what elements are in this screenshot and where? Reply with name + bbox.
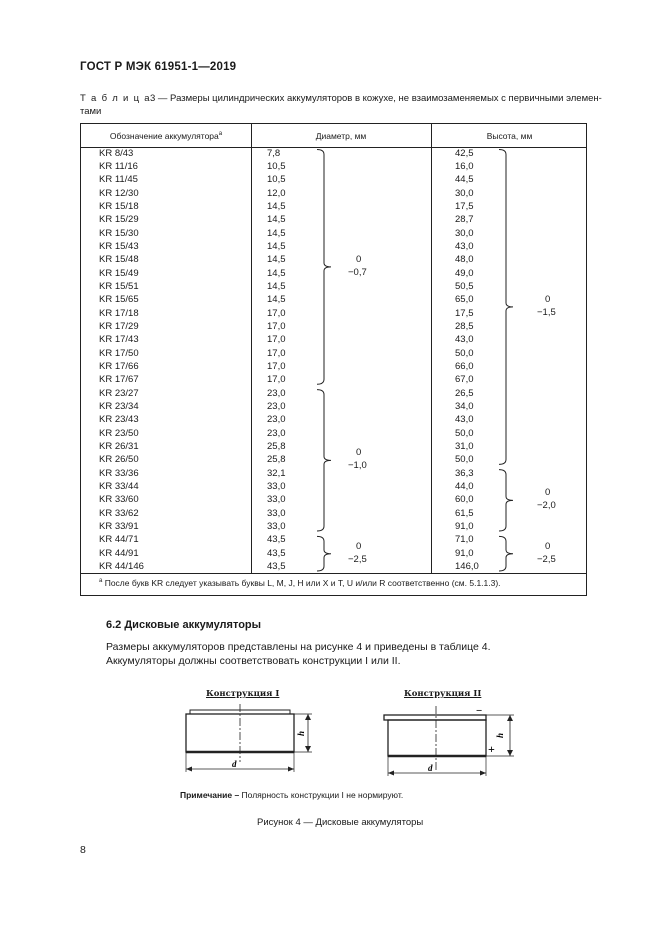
cell-designation: KR 15/51 — [99, 280, 139, 292]
cell-height: 34,0 — [455, 400, 474, 412]
column-header-height: Высота, мм — [486, 131, 533, 141]
cell-diameter: 43,5 — [267, 561, 286, 573]
cell-height: 60,0 — [455, 494, 474, 506]
cell-diameter: 17,0 — [267, 334, 286, 346]
cell-height: 48,0 — [455, 254, 474, 266]
cell-height: 36,3 — [455, 467, 474, 479]
cell-diameter: 33,0 — [267, 507, 286, 519]
cell-diameter: 33,0 — [267, 521, 286, 533]
page-number: 8 — [80, 844, 86, 856]
cell-diameter: 17,0 — [267, 374, 286, 386]
cell-height: 65,0 — [455, 294, 474, 306]
cell-designation: KR 15/29 — [99, 214, 139, 226]
cell-height: 43,0 — [455, 414, 474, 426]
cell-diameter: 23,0 — [267, 387, 286, 399]
cell-designation: KR 26/31 — [99, 440, 139, 452]
height-tolerance-2-upper: 0 — [545, 487, 551, 499]
paragraph-1: Размеры аккумуляторов представлены на рисунке 4 и приведены в таблице 4. — [106, 641, 491, 653]
cell-diameter: 23,0 — [267, 414, 286, 426]
cell-height: 26,5 — [455, 387, 474, 399]
cell-diameter: 14,5 — [267, 254, 286, 266]
cell-designation: KR 23/34 — [99, 400, 139, 412]
cell-diameter: 23,0 — [267, 400, 286, 412]
cell-height: 30,0 — [455, 227, 474, 239]
cell-diameter: 25,8 — [267, 454, 286, 466]
cell-designation: KR 11/16 — [99, 160, 138, 172]
cell-diameter: 43,5 — [267, 534, 286, 546]
cell-designation: KR 15/48 — [99, 254, 139, 266]
cell-designation: KR 17/66 — [99, 360, 139, 372]
cell-designation: KR 33/60 — [99, 494, 139, 506]
cell-designation: KR 15/30 — [99, 227, 139, 239]
cell-height: 43,0 — [455, 334, 474, 346]
construction-2-drawing — [384, 706, 514, 776]
cell-designation: KR 8/43 — [99, 147, 134, 159]
cell-designation: KR 33/36 — [99, 467, 139, 479]
cell-height: 146,0 — [455, 561, 479, 573]
cell-designation: KR 44/71 — [99, 534, 139, 546]
cell-diameter: 23,0 — [267, 427, 286, 439]
table-caption-lead: Т а б л и ц а — [80, 93, 151, 104]
figure-caption: Рисунок 4 — Дисковые аккумуляторы — [257, 817, 424, 828]
cell-height: 42,5 — [455, 147, 474, 159]
diameter-tolerance-1-upper: 0 — [356, 253, 362, 265]
cell-height: 28,5 — [455, 320, 474, 332]
cell-diameter: 17,0 — [267, 307, 286, 319]
cell-designation: KR 33/91 — [99, 521, 139, 533]
height-tolerance-3-lower: −2,5 — [537, 553, 556, 565]
tolerance-braces — [81, 124, 588, 573]
cell-height: 91,0 — [455, 521, 474, 533]
cell-diameter: 17,0 — [267, 360, 286, 372]
figure-label-construction-1: Конструкция I — [206, 689, 280, 699]
dimension-h-label-2: h — [495, 732, 505, 738]
cell-designation: KR 15/18 — [99, 200, 139, 212]
cell-height: 50,0 — [455, 454, 474, 466]
cell-height: 50,0 — [455, 347, 474, 359]
dimension-h-label-1: h — [296, 730, 306, 736]
positive-terminal-sign: + — [488, 742, 495, 756]
section-heading: 6.2 Дисковые аккумуляторы — [106, 619, 262, 631]
column-header-designation: Обозначение аккумулятора$^a$ — [109, 131, 223, 141]
cell-height: 31,0 — [455, 440, 474, 452]
cell-height: 49,0 — [455, 267, 474, 279]
cell-diameter: 14,5 — [267, 200, 286, 212]
height-tolerance-3-upper: 0 — [545, 540, 551, 552]
diameter-tolerance-1-lower: −0,7 — [348, 266, 367, 278]
cell-diameter: 12,0 — [267, 187, 286, 199]
cell-designation: KR 15/43 — [99, 240, 139, 252]
cell-designation: KR 11/45 — [99, 174, 138, 186]
cell-height: 71,0 — [455, 534, 474, 546]
diameter-tolerance-2-upper: 0 — [356, 447, 362, 459]
cell-height: 43,0 — [455, 240, 474, 252]
height-tolerance-2-brace — [499, 470, 513, 531]
cell-designation: KR 23/50 — [99, 427, 139, 439]
cell-height: 44,5 — [455, 174, 474, 186]
cell-diameter: 17,0 — [267, 347, 286, 359]
battery-dimensions-table — [80, 123, 587, 596]
column-header-diameter: Диаметр, мм — [315, 131, 367, 141]
cell-designation: KR 44/91 — [99, 547, 139, 559]
cell-designation: KR 23/43 — [99, 414, 139, 426]
cell-height: 28,7 — [455, 214, 474, 226]
cell-designation: KR 44/146 — [99, 561, 144, 573]
cell-diameter: 14,5 — [267, 280, 286, 292]
cell-designation: KR 33/62 — [99, 507, 139, 519]
cell-designation: KR 17/67 — [99, 374, 139, 386]
disk-battery-figure — [170, 700, 530, 785]
footnote-divider — [81, 573, 586, 574]
cell-designation: KR 12/30 — [99, 187, 139, 199]
table-caption-continuation: тами — [80, 106, 102, 117]
diameter-tolerance-2-lower: −1,0 — [348, 460, 367, 472]
figure-note: Примечание – Полярность конструкции I не нормируют. — [180, 790, 404, 800]
cell-height: 66,0 — [455, 360, 474, 372]
construction-1-drawing — [186, 704, 312, 772]
height-tolerance-2-lower: −2,0 — [537, 500, 556, 512]
figure-label-construction-2: Конструкция II — [404, 689, 482, 699]
height-tolerance-3-brace — [499, 536, 513, 571]
cell-diameter: 17,0 — [267, 320, 286, 332]
height-tolerance-1-lower: −1,5 — [537, 306, 556, 318]
cell-diameter: 10,5 — [267, 160, 286, 172]
cell-designation: KR 23/27 — [99, 387, 139, 399]
cell-height: 61,5 — [455, 507, 474, 519]
diameter-tolerance-1-brace — [317, 150, 331, 385]
cell-diameter: 32,1 — [267, 467, 286, 479]
document-header: ГОСТ Р МЭК 61951-1—2019 — [80, 61, 237, 73]
cell-diameter: 25,8 — [267, 440, 286, 452]
cell-diameter: 43,5 — [267, 547, 286, 559]
cell-height: 44,0 — [455, 481, 474, 492]
cell-diameter: 7,8 — [267, 147, 281, 159]
height-tolerance-1-brace — [499, 150, 513, 465]
paragraph-2: Аккумуляторы должны соответствовать конструкции I или II. — [106, 655, 401, 667]
cell-height: 67,0 — [455, 374, 474, 386]
cell-designation: KR 15/65 — [99, 294, 139, 306]
diameter-tolerance-3-brace — [317, 536, 331, 571]
cell-height: 16,0 — [455, 160, 474, 172]
cell-designation: KR 17/43 — [99, 334, 139, 346]
cell-diameter: 14,5 — [267, 227, 286, 239]
cell-designation: KR 26/50 — [99, 454, 139, 466]
cell-height: 17,5 — [455, 200, 474, 212]
cell-diameter: 14,5 — [267, 294, 286, 306]
cell-diameter: 33,0 — [267, 481, 286, 492]
cell-diameter: 33,0 — [267, 494, 286, 506]
diameter-tolerance-2-brace — [317, 390, 331, 531]
cell-designation: KR 17/18 — [99, 307, 139, 319]
diameter-tolerance-3-upper: 0 — [356, 540, 362, 552]
height-tolerance-1-upper: 0 — [545, 293, 551, 305]
cell-diameter: 14,5 — [267, 214, 286, 226]
cell-diameter: 14,5 — [267, 267, 286, 279]
cell-designation: KR 33/44 — [99, 481, 139, 492]
cell-diameter: 14,5 — [267, 240, 286, 252]
cell-height: 30,0 — [455, 187, 474, 199]
dimension-d-label-2: d — [428, 763, 433, 773]
table-footnote: $^a$ После букв KR следует указывать буквы L, M, J, H или X и T, U и/или R соответственно (см. 5.1.1.3). — [99, 578, 501, 588]
cell-designation: KR 17/50 — [99, 347, 139, 359]
diameter-tolerance-3-lower: −2,5 — [348, 553, 367, 565]
cell-designation: KR 17/29 — [99, 320, 139, 332]
cell-height: 50,5 — [455, 280, 474, 292]
dimension-d-label-1: d — [232, 759, 237, 769]
cell-height: 50,0 — [455, 427, 474, 439]
cell-diameter: 10,5 — [267, 174, 286, 186]
cell-designation: KR 15/49 — [99, 267, 139, 279]
cell-height: 91,0 — [455, 547, 474, 559]
negative-terminal-sign: − — [476, 705, 483, 717]
cell-height: 17,5 — [455, 307, 474, 319]
table-caption-text: 3 — Размеры цилиндрических аккумуляторов в кожухе, не взаимозаменяемых с первичными элемен- — [150, 93, 602, 104]
